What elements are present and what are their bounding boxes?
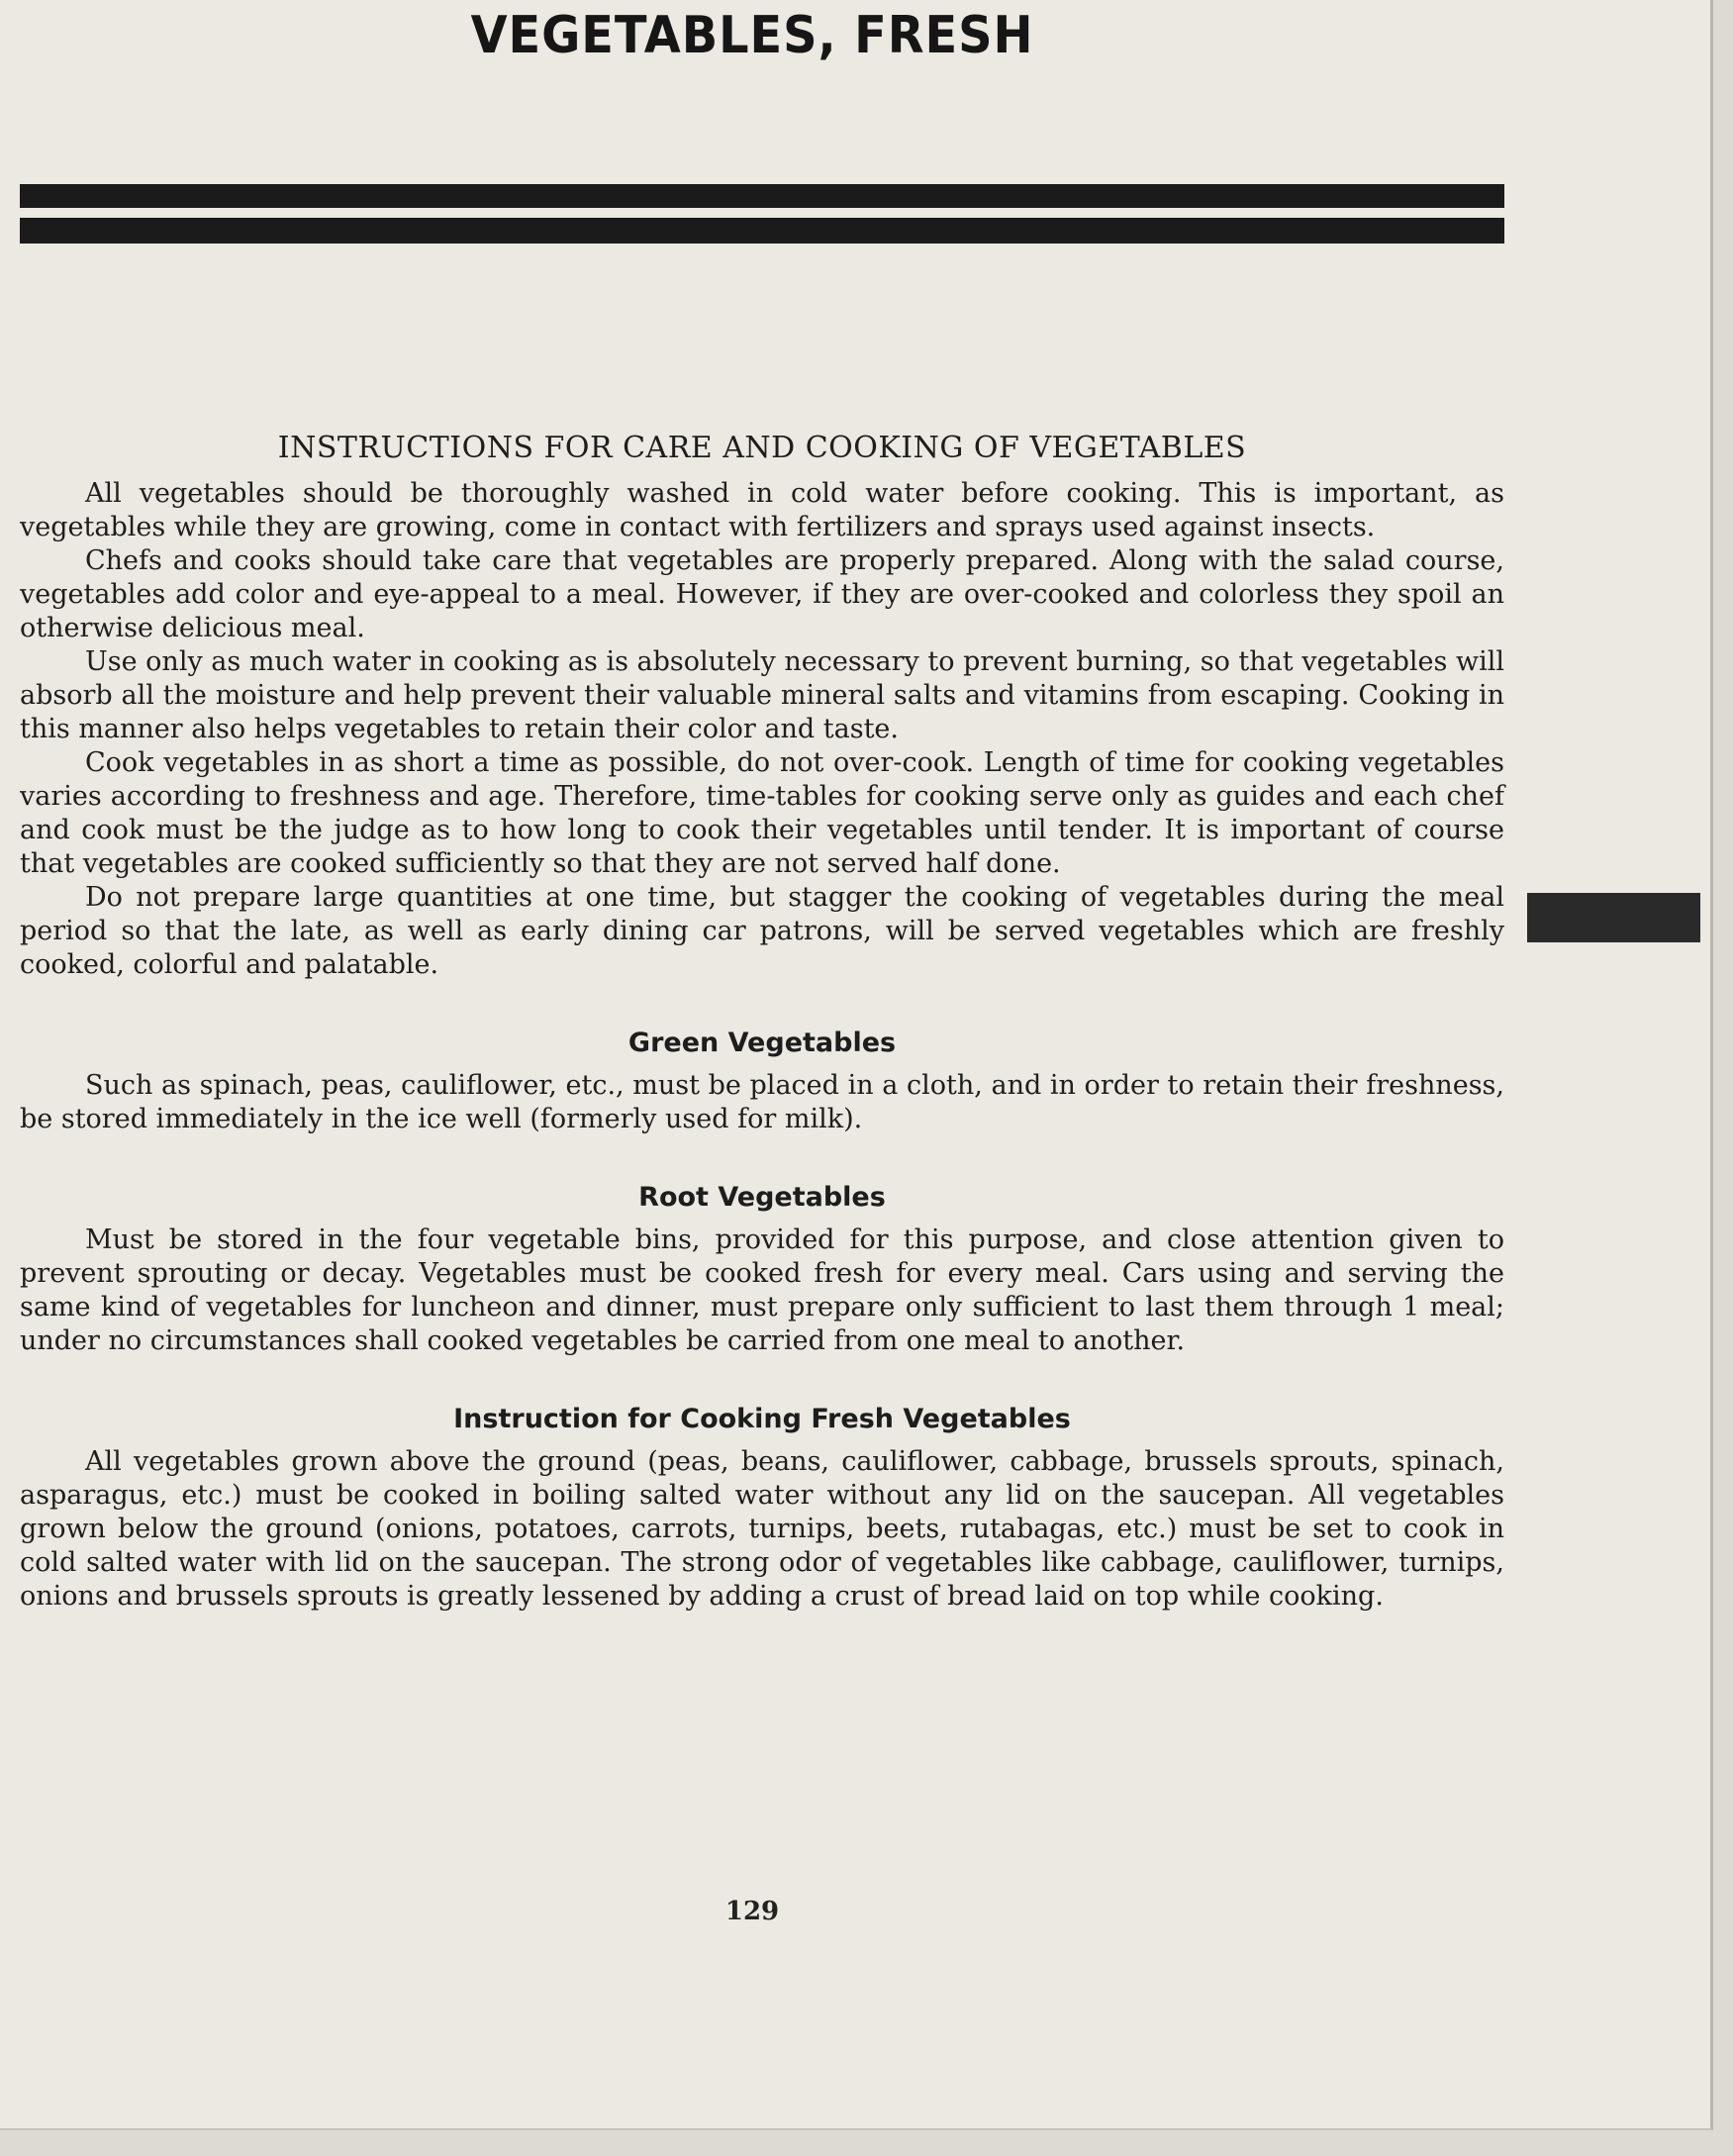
instructions-paragraph-4: Cook vegetables in as short a time as possible, do not over-cook. Length of time for cooking vegetables varies according to freshness and age. Therefore, time-tables for cooking serve only as guides and each chef and cook must be the judge as to how long to cook their vegetables until tender. It is important of course that vegetables are cooked sufficiently so that they are not served half done. — [20, 747, 1504, 879]
instructions-heading: INSTRUCTIONS FOR CARE AND COOKING OF VEGETABLES — [277, 431, 1247, 465]
page-number: 129 — [724, 1897, 780, 1926]
page-title: VEGETABLES, FRESH — [470, 6, 1034, 65]
instructions-paragraph-3: Use only as much water in cooking as is absolutely necessary to prevent burning, so that vegetables will absorb all the moisture and help prevent their valuable mineral salts and vitamins from escaping. Cooking in this manner also helps vegetables to retain their color and taste. — [20, 646, 1504, 744]
instructions-paragraph-1: All vegetables should be thoroughly washed in cold water before cooking. This is important, as vegetables while they are growing, come in contact with fertilizers and sprays used against insects. — [20, 478, 1504, 542]
thumb-index-tab — [1527, 893, 1700, 942]
instructions-paragraph-5: Do not prepare large quantities at one time, but stagger the cooking of vegetables during the meal period so that the late, as well as early dining car patrons, will be served vegetables which are freshly cooked, colorful and palatable. — [20, 882, 1504, 980]
page-content — [20, 424, 1504, 1614]
instructions-paragraph-2: Chefs and cooks should take care that vegetables are properly prepared. Along with the salad course, vegetables add color and eye-appeal to a meal. However, if they are over-cooked and colorless they spoil an otherwise delicious meal. — [20, 545, 1504, 643]
title-rule-top — [20, 184, 1504, 208]
root-vegetables-paragraph: Must be stored in the four vegetable bins, provided for this purpose, and close attention given to prevent sprouting or decay. Vegetables must be cooked fresh for every meal. Cars using and serving the same kind of vegetables for luncheon and dinner, must prepare only sufficient to last them through 1 meal; under no circumstances shall cooked vegetables be carried from one meal to another. — [20, 1225, 1504, 1356]
cooking-instruction-paragraph: All vegetables grown above the ground (peas, beans, cauliflower, cabbage, brussels sprouts, spinach, asparagus, etc.) must be cooked in boiling salted water without any lid on the saucepan. All vegetables grown below the ground (onions, potatoes, carrots, turnips, beets, rutabagas, etc.) must be set to cook in cold salted water with lid on the saucepan. The strong odor of vegetables like cabbage, cauliflower, turnips, onions and brussels sprouts is greatly lessened by adding a crust of bread laid on top while cooking. — [20, 1446, 1504, 1612]
green-vegetables-paragraph: Such as spinach, peas, cauliflower, etc., must be placed in a cloth, and in order to retain their freshness, be stored immediately in the ice well (formerly used for milk). — [20, 1070, 1504, 1134]
green-vegetables-heading: Green Vegetables — [627, 1028, 897, 1058]
title-rule-bottom — [20, 218, 1504, 244]
root-vegetables-heading: Root Vegetables — [638, 1182, 886, 1213]
cooking-instruction-heading: Instruction for Cooking Fresh Vegetables — [453, 1404, 1071, 1434]
